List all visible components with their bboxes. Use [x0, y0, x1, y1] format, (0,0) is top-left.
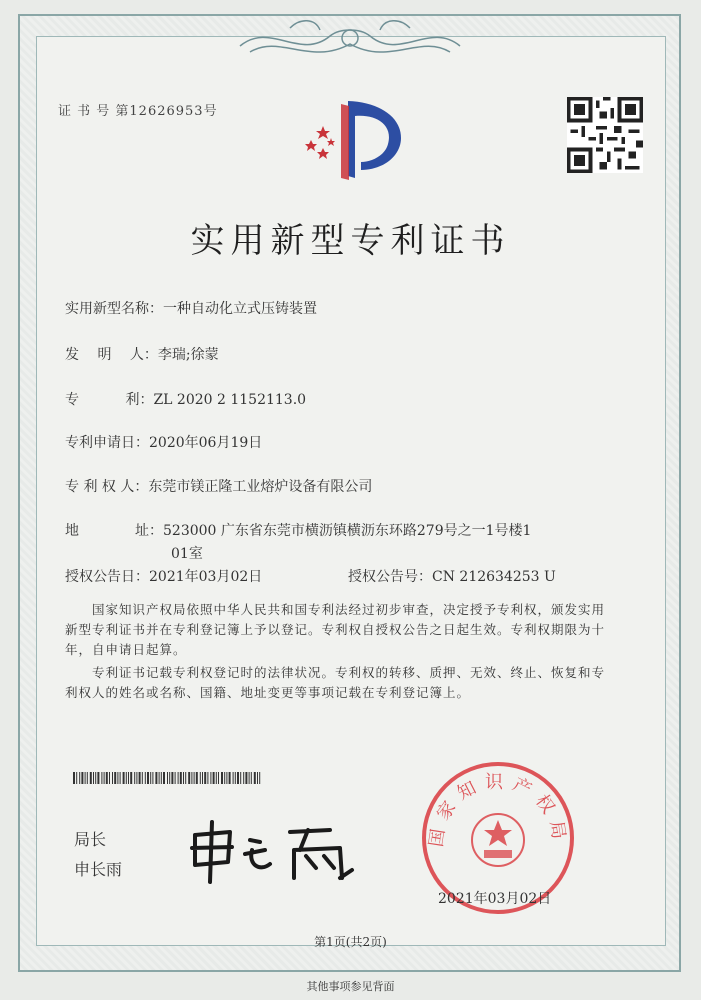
- director-title: 局长: [74, 830, 107, 849]
- paragraph-1-line-2: 新型专利证书并在专利登记簿上予以登记。专利权自授权公告之日起生效。专利权期限为十: [65, 622, 606, 637]
- row-application-date: [65, 432, 262, 452]
- row-utility-name: [65, 298, 317, 318]
- barcode-icon: [73, 772, 263, 784]
- row-value: CN 212634253 U: [432, 569, 556, 585]
- row-grant-number: [348, 566, 556, 586]
- footer-note: 其他事项参见背面: [306, 980, 395, 993]
- address-line-1: 523000 广东省东莞市横沥镇横沥东环路279号之一1号楼1: [163, 523, 532, 539]
- row-value: 东莞市镁正隆工业熔炉设备有限公司: [148, 479, 373, 495]
- row-label: 专利申请日：: [65, 435, 149, 451]
- director-name: 申长雨: [74, 860, 123, 879]
- row-label: 专 利：: [65, 392, 154, 408]
- row-label: 专 利 权 人：: [65, 479, 149, 495]
- row-label: 授权公告号：: [348, 569, 432, 585]
- row-value: 李瑞;徐蒙: [157, 347, 219, 363]
- row-label: 实用新型名称：: [65, 301, 163, 317]
- certificate-number-label: 证 书 号: [58, 104, 111, 119]
- address-line-2: 01室: [171, 546, 203, 562]
- row-label: 地 址：: [65, 523, 163, 539]
- seal-date: 2021年03月02日: [438, 891, 552, 907]
- row-grant-date: [65, 566, 262, 586]
- certificate-number: [58, 100, 218, 119]
- ornament-icon: [230, 16, 470, 68]
- row-value: 2020年06月19日: [149, 435, 263, 451]
- certificate-number-value: 第12626953号: [115, 104, 218, 119]
- row-label: 授权公告日：: [65, 569, 149, 585]
- qr-code-icon: [567, 97, 643, 173]
- row-inventor: [65, 344, 219, 364]
- certificate-title: 实用新型专利证书: [190, 221, 511, 261]
- paragraph-2-line-2: 利权人的姓名或名称、国籍、地址变更等事项记载在专利登记簿上。: [65, 685, 471, 700]
- cnipa-logo-icon: [293, 96, 408, 186]
- row-label: 发 明 人：: [65, 347, 158, 363]
- row-value: 2021年03月02日: [149, 569, 263, 585]
- row-value: 一种自动化立式压铸装置: [163, 301, 317, 317]
- page-info: 第1页(共2页): [314, 935, 387, 949]
- svg-text:国家知识产权局: 国家知识产权局: [425, 771, 571, 849]
- row-patentee: [65, 476, 372, 496]
- signature-image: [190, 820, 365, 885]
- row-address: [65, 520, 531, 540]
- paragraph-1-line-1: 国家知识产权局依照中华人民共和国专利法经过初步审查，决定授予专利权，颁发实用: [92, 602, 606, 617]
- row-patent-number: [65, 389, 306, 409]
- paragraph-1-line-3: 年，自申请日起算。: [65, 642, 187, 657]
- paragraph-2-line-1: 专利证书记载专利权登记时的法律状况。专利权的转移、质押、无效、终止、恢复和专: [92, 665, 606, 680]
- row-value: ZL 2020 2 1152113.0: [153, 392, 307, 408]
